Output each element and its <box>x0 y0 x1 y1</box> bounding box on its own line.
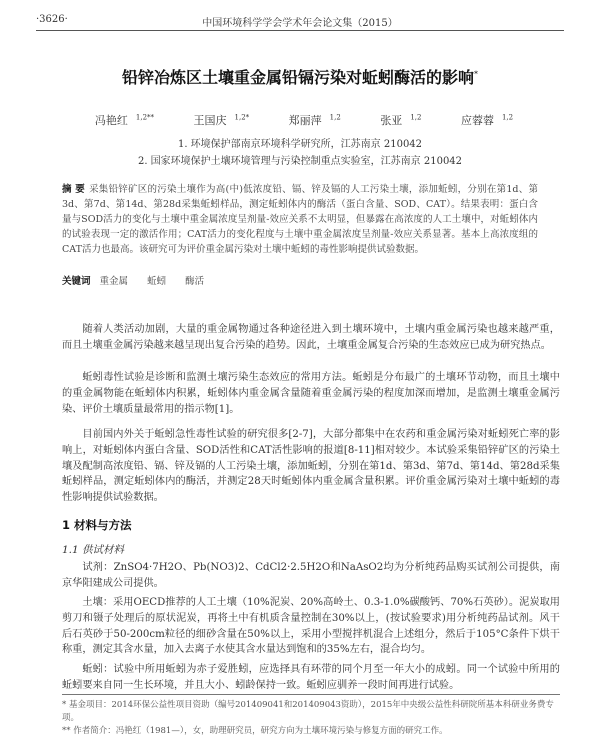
journal-title: 中国环境科学学会学术年会论文集（2015） <box>202 18 398 29</box>
keywords-label: 关键词 <box>62 276 91 287</box>
author-affil: 1,2* <box>234 113 250 122</box>
footnote-funding: * 基金项目：2014环保公益性项目资助（编号201409041和201409043资助），2015年中央级公益性科研院所基本科研业务费专项。 <box>62 700 554 723</box>
keyword: 蚯蚓 <box>147 276 167 287</box>
abstract-label: 摘 要 <box>62 184 86 195</box>
paper-title-text: 铅锌冶炼区土壤重金属铅镉污染对蚯蚓酶活的影响 <box>121 68 474 87</box>
page-number: ·3626· <box>36 14 68 25</box>
keyword: 重金属 <box>99 276 129 287</box>
author <box>186 114 250 127</box>
keyword: 酶活 <box>185 276 205 287</box>
author-list <box>0 112 600 128</box>
author <box>453 114 513 127</box>
paragraph-intro-2: 蚯蚓毒性试验是诊断和监测土壤污染生态效应的常用方法。蚯蚓是分布最广的土壤环节动物，而且土壤中的重金属物能在蚯蚓体内积累，蚯蚓体内重金属含量随着重金属污染的程度加深而增加，是监测土壤重金属污染、评价土壤质量最常用的指示物[1]。 <box>62 372 560 415</box>
author <box>87 114 154 127</box>
subsection-heading: 1.1 供试材料 <box>62 544 125 556</box>
footnotes <box>62 694 560 738</box>
keywords <box>62 273 538 287</box>
author-affil: 1,2 <box>410 113 422 122</box>
section-heading: 1 材料与方法 <box>62 518 132 532</box>
author-name: 王国庆 <box>193 114 227 127</box>
author-affil: 1,2** <box>135 113 155 122</box>
author-name: 冯艳红 <box>94 114 128 127</box>
author <box>281 114 341 127</box>
paragraph-reagents: 试剂：ZnSO4·7H2O、Pb(NO3)2、CdCl2·2.5H2O和NaAsO2均为分析纯药品购买试剂公司提供，南京华阳建成公司提供。 <box>62 562 560 589</box>
abstract <box>62 182 538 257</box>
abstract-text: 采集铅锌矿区的污染土壤作为高(中)低浓度铅、镉、锌及镉的人工污染土壤，添加蚯蚓，分别在第1d、第3d、第7d、第14d、第28d采集蚯蚓样品，测定蚯蚓体内的酶活（蛋白含量、SOD、CAT）。结果表明：蛋白含量与SOD活力的变化与土壤中重金属浓度呈剂量-效应关系不太明显，但暴露在高浓度的人工土壤中，对蚯蚓体内的试验表现一定的激活作用；CAT活力的变化程度与土壤中重金属浓度呈剂量-效应关系显著。基本上高浓度组的CAT活力也最高。该研究可为评价重金属污染对土壤中蚯蚓的毒性影响提供试验数据。 <box>62 184 538 255</box>
author-affil: 1,2 <box>329 113 341 122</box>
paragraph-intro-3: 目前国内外关于蚯蚓急性毒性试验的研究很多[2-7]，大部分都集中在农药和重金属污染对蚯蚓死亡率的影响上，对蚯蚓体内蛋白含量、SOD活性和CAT活性影响的报道[8-11]相对较少。本试验采集铅锌矿区的污染土壤及配制高浓度铅、镉、锌及镉的人工污染土壤，添加蚯蚓，分别在第1d、第3d、第7d、第14d、第28d采集蚯蚓样品，测定蚯蚓体内的酶活，并测定28天时蚯蚓体内重金属含量积累。评价重金属污染对土壤中蚯蚓的毒性影响提供试验数据。 <box>62 429 560 504</box>
paragraph-earthworm: 蚯蚓：试验中所用蚯蚓为赤子爱胜蚓，应选择具有环带的同个月至一年大小的成蚓。同一个试验中所用的蚯蚓要来自同一生长环境，并且大小、蚓龄保持一致。蚯蚓应驯养一段时间再进行试验。 <box>62 664 560 691</box>
author-name: 张亚 <box>380 114 403 127</box>
paragraph-soil: 土壤：采用OECD推荐的人工土壤（10%泥炭、20%高岭土、0.3-1.0%碳酸钙、70%石英砂）。泥炭取用剪刀和镊子处理后的原状泥炭，再将土中有机质含量控制在30%以上，(按试验要求)用分析纯药品试剂。风干后石英砂于50-200cm粒径的细砂含量在50%以上，采用小型搅拌机混合上述组分，然后于105°C条件下烘干称重，测定其含水量，加入去离子水使其含水量达到饱和的35%左右，混合均匀。 <box>62 597 560 656</box>
affiliation-1: 1. 环境保护部南京环境科学研究所，江苏南京 210042 <box>177 139 423 150</box>
paper-title <box>0 65 600 88</box>
running-header <box>36 12 564 31</box>
footnote-author: ** 作者简介：冯艳红（1981—），女，助理研究员，研究方向为土壤环境污染与修复方面的研究工作。 <box>62 726 448 736</box>
author-name: 应蓉蓉 <box>460 114 494 127</box>
author <box>372 114 421 127</box>
title-footnote-mark: * <box>474 69 478 79</box>
paragraph-intro-1: 随着人类活动加剧，大量的重金属物通过各种途径进入到土壤环境中，土壤内重金属污染也越来越严重，而且土壤重金属污染越来越呈现出复合污染的趋势。因此，土壤重金属复合污染的生态效应已成为研究热点。 <box>62 324 560 351</box>
affiliation-2: 2. 国家环境保护土壤环境管理与污染控制重点实验室，江苏南京 210042 <box>137 156 463 167</box>
author-affil: 1,2 <box>501 113 514 122</box>
author-name: 郑丽萍 <box>288 114 322 127</box>
